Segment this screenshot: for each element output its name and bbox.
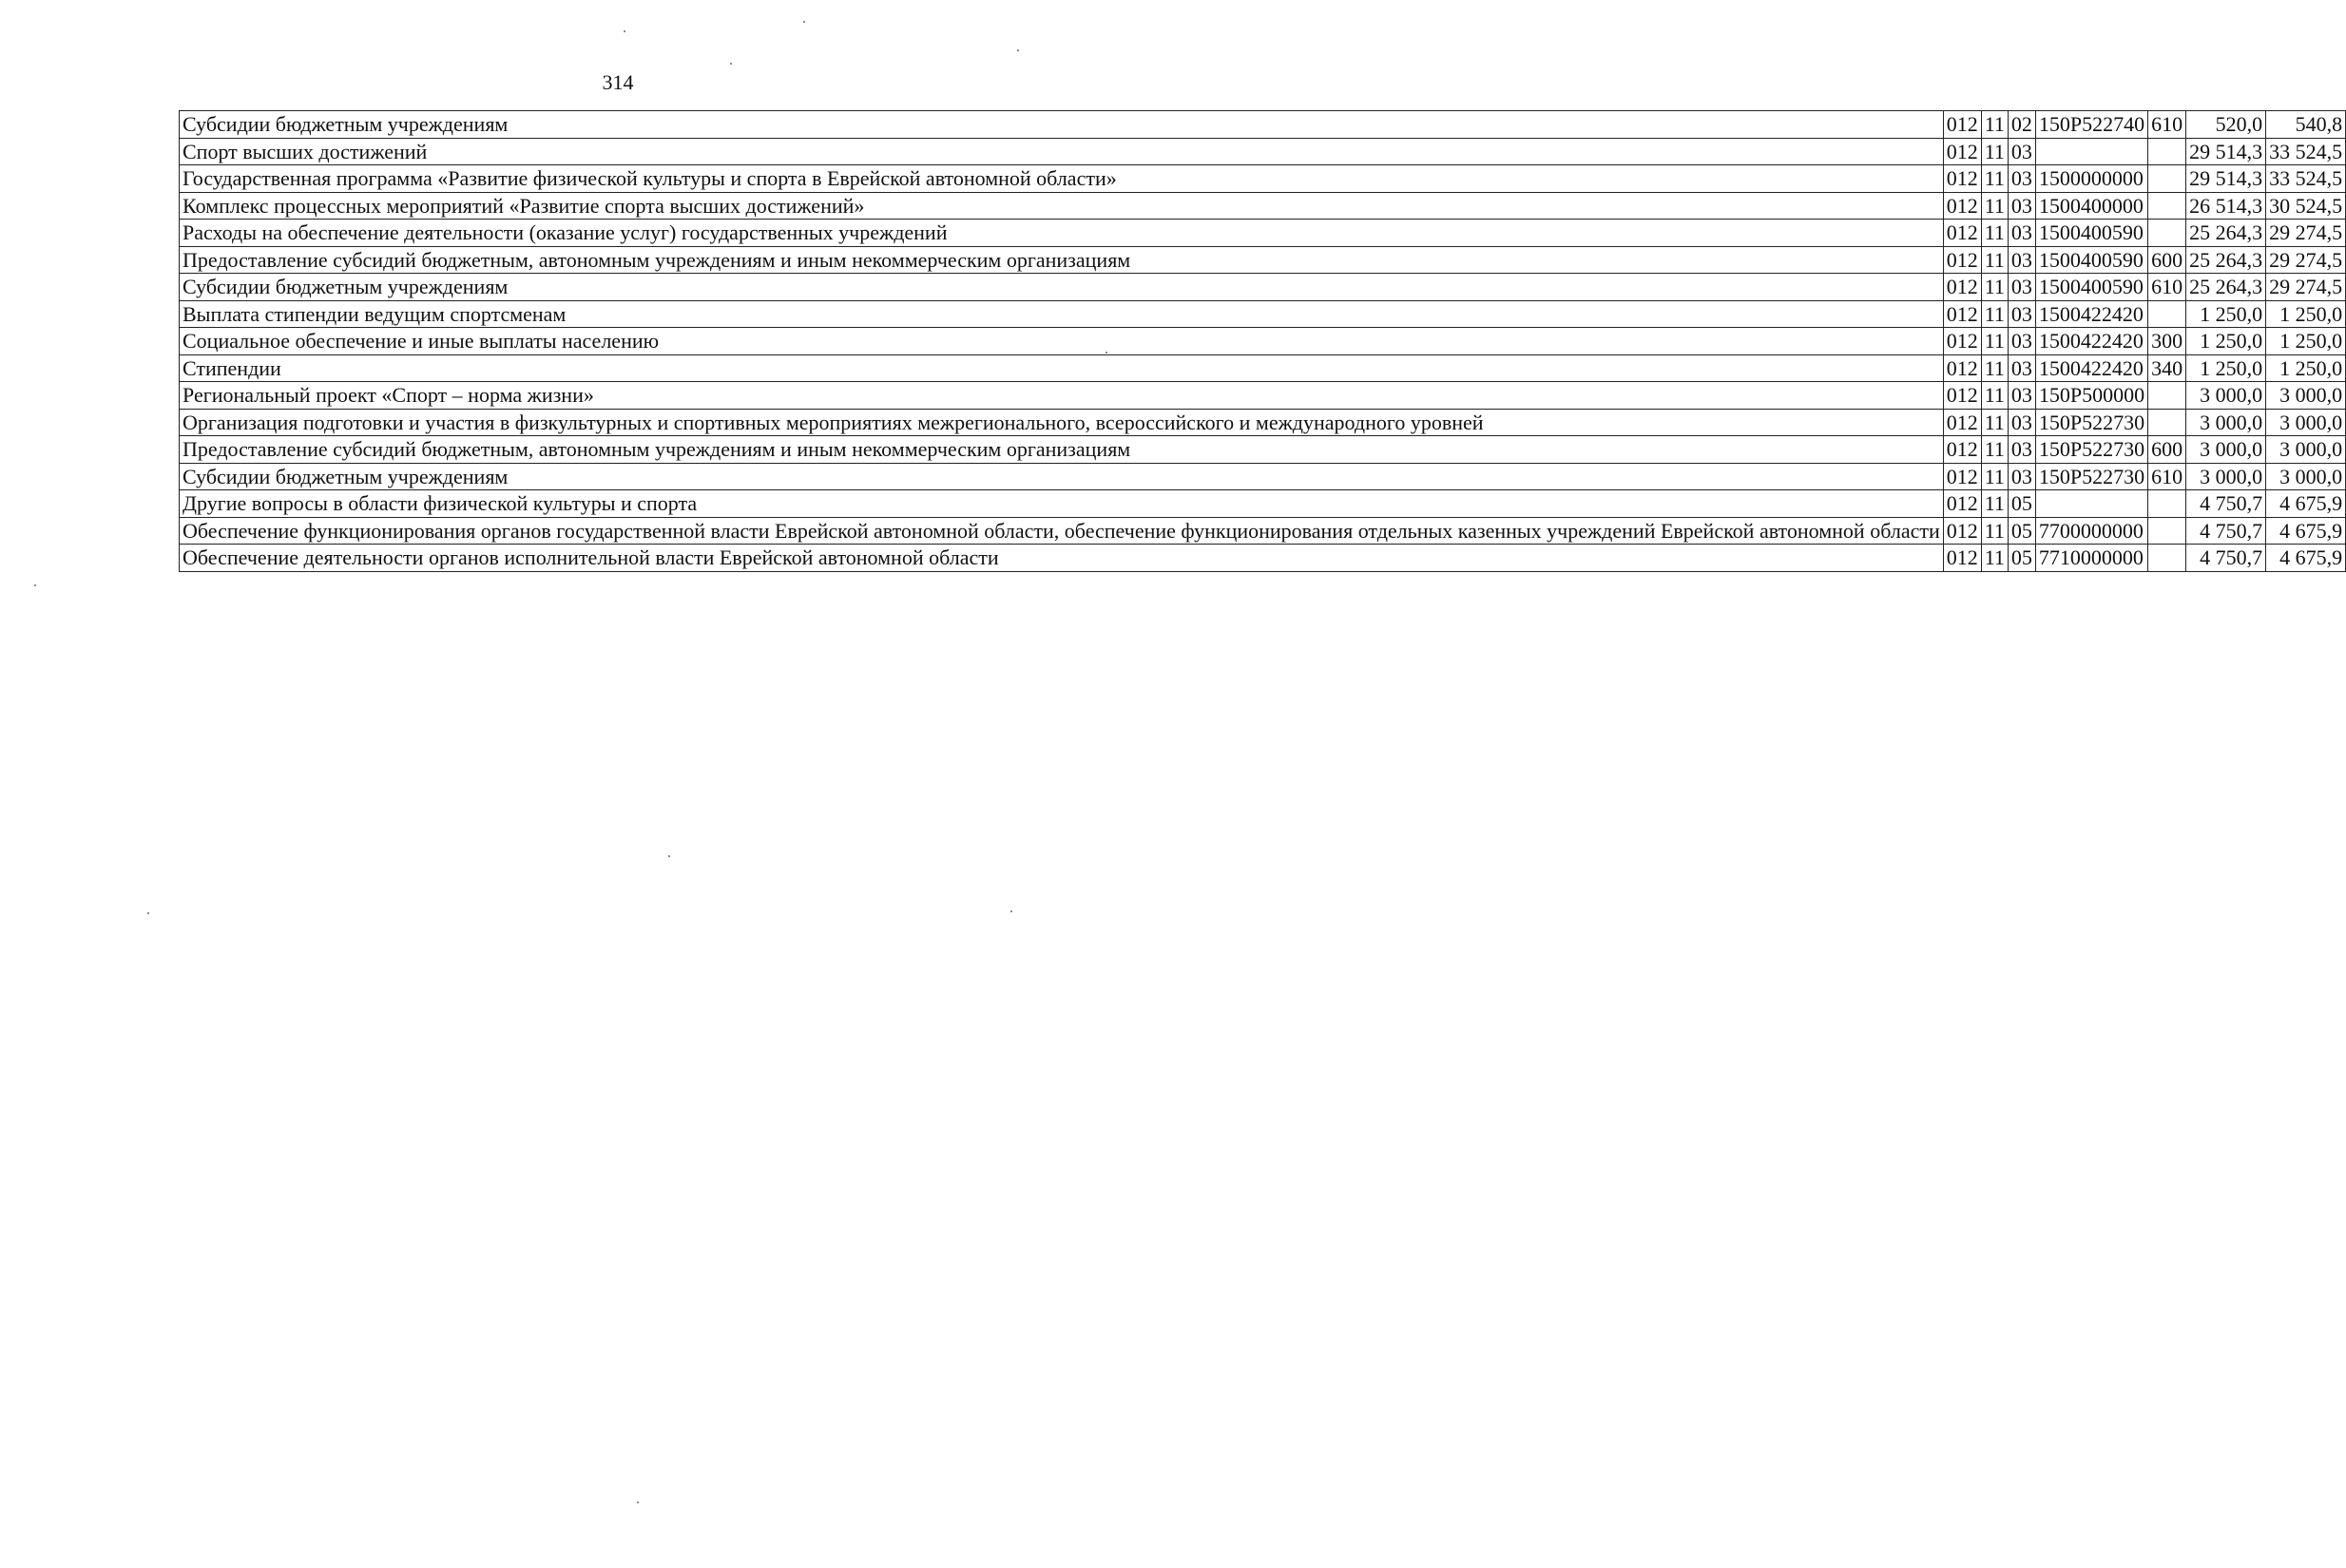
row-target-article-cell: 1500422420 <box>2035 300 2147 328</box>
row-expense-type-cell: 600 <box>2148 436 2186 464</box>
row-name-cell: Стипендии <box>180 354 1944 382</box>
row-subsection-cell: 05 <box>2008 517 2035 545</box>
page-number: 314 <box>602 70 634 94</box>
row-name-cell: Субсидии бюджетным учреждениям <box>180 111 1944 139</box>
row-amount-year2-cell: 1 250,0 <box>2266 328 2346 355</box>
table-row <box>180 138 2346 165</box>
row-name-cell: Спорт высших достижений <box>180 138 1944 165</box>
row-amount-year2-cell: 3 000,0 <box>2266 382 2346 410</box>
row-subsection-cell: 03 <box>2008 138 2035 165</box>
row-name-cell: Обеспечение функционирования органов государственной власти Еврейской автономной области, обеспечение функционирования отдельных казенных учреждений Еврейской автономной области <box>180 517 1944 545</box>
row-name-cell: Государственная программа «Развитие физической культуры и спорта в Еврейской автономной области» <box>180 165 1944 193</box>
row-amount-year1-cell: 29 514,3 <box>2186 138 2266 165</box>
row-amount-year1-cell: 4 750,7 <box>2186 517 2266 545</box>
row-expense-type-cell <box>2148 382 2186 410</box>
row-expense-type-cell: 610 <box>2148 111 2186 139</box>
row-grbs-cell: 012 <box>1943 463 1981 490</box>
row-amount-year1-cell: 3 000,0 <box>2186 463 2266 490</box>
row-amount-year1-cell: 25 264,3 <box>2186 246 2266 274</box>
row-expense-type-cell <box>2148 165 2186 193</box>
row-grbs-cell: 012 <box>1943 490 1981 518</box>
row-expense-type-cell <box>2148 517 2186 545</box>
row-amount-year1-cell: 3 000,0 <box>2186 436 2266 464</box>
table-row <box>180 409 2346 436</box>
row-amount-year2-cell: 3 000,0 <box>2266 463 2346 490</box>
row-target-article-cell: 1500000000 <box>2035 165 2147 193</box>
row-amount-year1-cell: 3 000,0 <box>2186 382 2266 410</box>
row-expense-type-cell: 610 <box>2148 463 2186 490</box>
row-target-article-cell <box>2035 138 2147 165</box>
row-section-cell: 11 <box>1981 382 2008 410</box>
row-amount-year1-cell: 3 000,0 <box>2186 409 2266 436</box>
row-name-cell: Социальное обеспечение и иные выплаты населению <box>180 328 1944 355</box>
table-row <box>180 274 2346 301</box>
row-expense-type-cell <box>2148 192 2186 220</box>
row-name-cell: Региональный проект «Спорт – норма жизни» <box>180 382 1944 410</box>
row-section-cell: 11 <box>1981 192 2008 220</box>
row-subsection-cell: 03 <box>2008 165 2035 193</box>
row-amount-year2-cell: 33 524,5 <box>2266 138 2346 165</box>
table-row <box>180 436 2346 464</box>
row-amount-year2-cell: 29 274,5 <box>2266 274 2346 301</box>
row-grbs-cell: 012 <box>1943 382 1981 410</box>
row-section-cell: 11 <box>1981 328 2008 355</box>
row-section-cell: 11 <box>1981 165 2008 193</box>
row-expense-type-cell <box>2148 138 2186 165</box>
row-grbs-cell: 012 <box>1943 111 1981 139</box>
row-subsection-cell: 03 <box>2008 300 2035 328</box>
row-target-article-cell: 150P522730 <box>2035 409 2147 436</box>
row-expense-type-cell: 300 <box>2148 328 2186 355</box>
row-subsection-cell: 03 <box>2008 220 2035 247</box>
row-section-cell: 11 <box>1981 111 2008 139</box>
table-row <box>180 246 2346 274</box>
row-section-cell: 11 <box>1981 545 2008 572</box>
row-expense-type-cell <box>2148 490 2186 518</box>
row-section-cell: 11 <box>1981 490 2008 518</box>
row-target-article-cell: 1500400590 <box>2035 274 2147 301</box>
table-body <box>180 111 2346 572</box>
row-amount-year1-cell: 25 264,3 <box>2186 220 2266 247</box>
row-subsection-cell: 03 <box>2008 382 2035 410</box>
row-amount-year2-cell: 4 675,9 <box>2266 517 2346 545</box>
row-expense-type-cell <box>2148 409 2186 436</box>
row-grbs-cell: 012 <box>1943 328 1981 355</box>
row-amount-year1-cell: 25 264,3 <box>2186 274 2266 301</box>
row-section-cell: 11 <box>1981 409 2008 436</box>
table-row <box>180 354 2346 382</box>
row-grbs-cell: 012 <box>1943 220 1981 247</box>
row-amount-year2-cell: 29 274,5 <box>2266 246 2346 274</box>
table-row <box>180 545 2346 572</box>
row-amount-year2-cell: 1 250,0 <box>2266 300 2346 328</box>
row-expense-type-cell <box>2148 300 2186 328</box>
row-name-cell: Обеспечение деятельности органов исполнительной власти Еврейской автономной области <box>180 545 1944 572</box>
row-target-article-cell: 1500400590 <box>2035 220 2147 247</box>
row-amount-year1-cell: 4 750,7 <box>2186 490 2266 518</box>
row-grbs-cell: 012 <box>1943 246 1981 274</box>
row-grbs-cell: 012 <box>1943 517 1981 545</box>
row-expense-type-cell <box>2148 220 2186 247</box>
row-amount-year2-cell: 3 000,0 <box>2266 436 2346 464</box>
row-subsection-cell: 03 <box>2008 409 2035 436</box>
table-row <box>180 111 2346 139</box>
table-row <box>180 192 2346 220</box>
table-row <box>180 382 2346 410</box>
row-section-cell: 11 <box>1981 354 2008 382</box>
row-expense-type-cell <box>2148 545 2186 572</box>
row-target-article-cell: 1500400590 <box>2035 246 2147 274</box>
row-subsection-cell: 03 <box>2008 192 2035 220</box>
row-grbs-cell: 012 <box>1943 545 1981 572</box>
table-row <box>180 490 2346 518</box>
row-amount-year2-cell: 1 250,0 <box>2266 354 2346 382</box>
row-target-article-cell: 7700000000 <box>2035 517 2147 545</box>
row-subsection-cell: 03 <box>2008 246 2035 274</box>
row-target-article-cell: 150P522730 <box>2035 463 2147 490</box>
row-amount-year2-cell: 30 524,5 <box>2266 192 2346 220</box>
row-grbs-cell: 012 <box>1943 192 1981 220</box>
row-target-article-cell <box>2035 490 2147 518</box>
budget-table <box>179 110 2346 572</box>
row-name-cell: Выплата стипендии ведущим спортсменам <box>180 300 1944 328</box>
row-target-article-cell: 1500422420 <box>2035 328 2147 355</box>
row-section-cell: 11 <box>1981 517 2008 545</box>
row-target-article-cell: 1500400000 <box>2035 192 2147 220</box>
row-subsection-cell: 03 <box>2008 436 2035 464</box>
row-section-cell: 11 <box>1981 274 2008 301</box>
row-amount-year1-cell: 1 250,0 <box>2186 300 2266 328</box>
row-target-article-cell: 7710000000 <box>2035 545 2147 572</box>
row-target-article-cell: 1500422420 <box>2035 354 2147 382</box>
row-target-article-cell: 150P522730 <box>2035 436 2147 464</box>
row-section-cell: 11 <box>1981 463 2008 490</box>
row-name-cell: Комплекс процессных мероприятий «Развитие спорта высших достижений» <box>180 192 1944 220</box>
row-expense-type-cell: 600 <box>2148 246 2186 274</box>
row-target-article-cell: 150P500000 <box>2035 382 2147 410</box>
row-grbs-cell: 012 <box>1943 436 1981 464</box>
row-section-cell: 11 <box>1981 138 2008 165</box>
row-amount-year2-cell: 4 675,9 <box>2266 545 2346 572</box>
row-name-cell: Другие вопросы в области физической культуры и спорта <box>180 490 1944 518</box>
row-grbs-cell: 012 <box>1943 138 1981 165</box>
row-grbs-cell: 012 <box>1943 274 1981 301</box>
row-grbs-cell: 012 <box>1943 354 1981 382</box>
row-name-cell: Предоставление субсидий бюджетным, автономным учреждениям и иным некоммерческим организациям <box>180 436 1944 464</box>
row-amount-year1-cell: 4 750,7 <box>2186 545 2266 572</box>
row-subsection-cell: 02 <box>2008 111 2035 139</box>
row-name-cell: Предоставление субсидий бюджетным, автономным учреждениям и иным некоммерческим организациям <box>180 246 1944 274</box>
table-row <box>180 517 2346 545</box>
row-amount-year2-cell: 29 274,5 <box>2266 220 2346 247</box>
row-subsection-cell: 03 <box>2008 463 2035 490</box>
row-subsection-cell: 03 <box>2008 328 2035 355</box>
row-section-cell: 11 <box>1981 300 2008 328</box>
row-name-cell: Организация подготовки и участия в физкультурных и спортивных мероприятиях межрегионального, всероссийского и международного уровней <box>180 409 1944 436</box>
row-section-cell: 11 <box>1981 246 2008 274</box>
row-amount-year2-cell: 33 524,5 <box>2266 165 2346 193</box>
row-name-cell: Расходы на обеспечение деятельности (оказание услуг) государственных учреждений <box>180 220 1944 247</box>
row-subsection-cell: 03 <box>2008 354 2035 382</box>
table-row <box>180 328 2346 355</box>
row-amount-year2-cell: 4 675,9 <box>2266 490 2346 518</box>
row-amount-year1-cell: 26 514,3 <box>2186 192 2266 220</box>
row-name-cell: Субсидии бюджетным учреждениям <box>180 463 1944 490</box>
row-amount-year1-cell: 520,0 <box>2186 111 2266 139</box>
row-amount-year1-cell: 1 250,0 <box>2186 328 2266 355</box>
row-expense-type-cell: 340 <box>2148 354 2186 382</box>
row-section-cell: 11 <box>1981 436 2008 464</box>
row-grbs-cell: 012 <box>1943 409 1981 436</box>
row-subsection-cell: 05 <box>2008 490 2035 518</box>
row-subsection-cell: 03 <box>2008 274 2035 301</box>
row-amount-year1-cell: 29 514,3 <box>2186 165 2266 193</box>
row-grbs-cell: 012 <box>1943 165 1981 193</box>
table-row <box>180 300 2346 328</box>
row-amount-year2-cell: 540,8 <box>2266 111 2346 139</box>
row-amount-year2-cell: 3 000,0 <box>2266 409 2346 436</box>
row-expense-type-cell: 610 <box>2148 274 2186 301</box>
table-row <box>180 220 2346 247</box>
row-amount-year1-cell: 1 250,0 <box>2186 354 2266 382</box>
row-name-cell: Субсидии бюджетным учреждениям <box>180 274 1944 301</box>
row-subsection-cell: 05 <box>2008 545 2035 572</box>
row-grbs-cell: 012 <box>1943 300 1981 328</box>
row-target-article-cell: 150P522740 <box>2035 111 2147 139</box>
row-section-cell: 11 <box>1981 220 2008 247</box>
table-row <box>180 165 2346 193</box>
table-row <box>180 463 2346 490</box>
